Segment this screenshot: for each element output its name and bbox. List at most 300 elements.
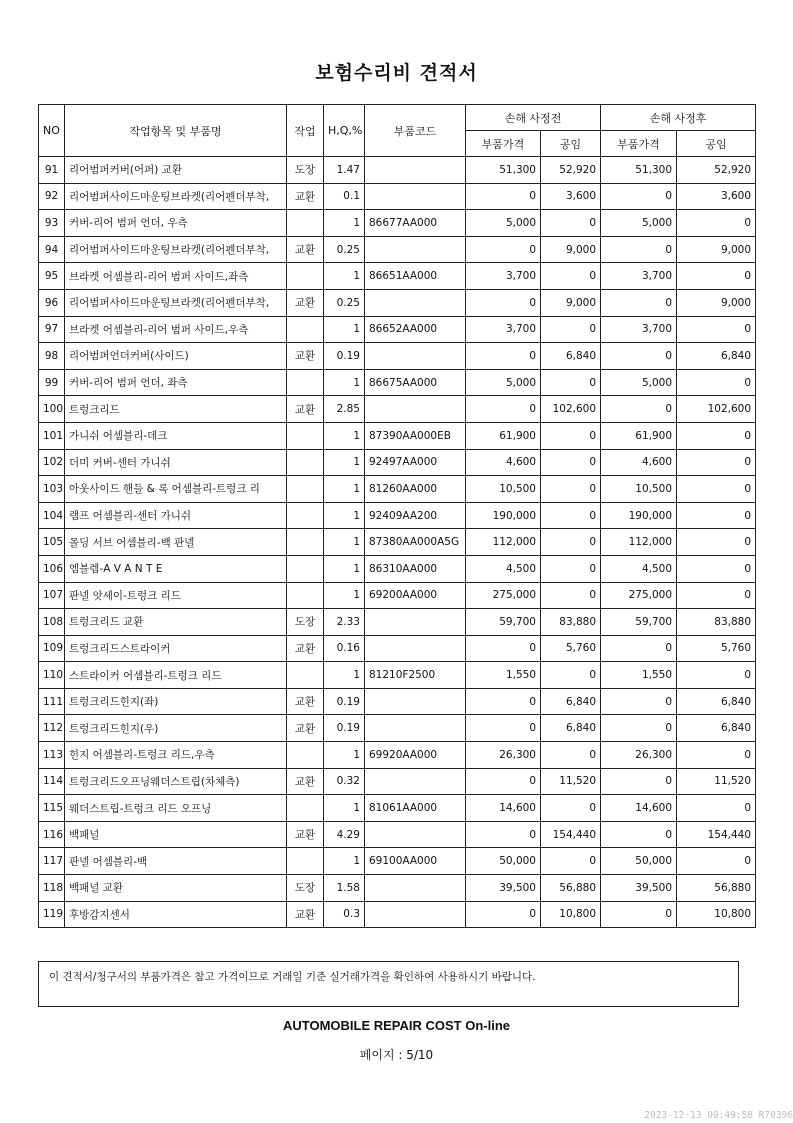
cell-before-part-price: 0 xyxy=(466,715,541,742)
timestamp-stamp: 2023-12-13 09:49:58 R70396 xyxy=(644,1110,793,1121)
table-row xyxy=(39,742,756,769)
cell-part-code xyxy=(365,875,466,902)
cell-item-name: 리어범퍼사이드마운팅브라켓(리어펜더부착, xyxy=(65,236,287,263)
cell-hq: 1 xyxy=(324,529,365,556)
cell-before-labor: 0 xyxy=(541,529,601,556)
table-row xyxy=(39,369,756,396)
estimate-table xyxy=(38,104,756,928)
cell-no: 91 xyxy=(39,157,65,184)
table-row xyxy=(39,821,756,848)
cell-no: 104 xyxy=(39,502,65,529)
cell-work xyxy=(287,848,324,875)
cell-hq: 0.25 xyxy=(324,289,365,316)
table-row xyxy=(39,529,756,556)
cell-after-labor: 0 xyxy=(677,529,756,556)
cell-after-labor: 3,600 xyxy=(677,183,756,210)
cell-no: 96 xyxy=(39,289,65,316)
document-title: 보험수리비 견적서 xyxy=(315,62,478,84)
cell-after-part-price: 4,500 xyxy=(601,555,677,582)
cell-before-part-price: 0 xyxy=(466,901,541,928)
cell-after-labor: 9,000 xyxy=(677,289,756,316)
cell-item-name: 백패널 xyxy=(65,821,287,848)
cell-item-name: 트렁크리드힌지(좌) xyxy=(65,688,287,715)
cell-before-labor: 0 xyxy=(541,316,601,343)
cell-part-code xyxy=(365,157,466,184)
cell-after-part-price: 112,000 xyxy=(601,529,677,556)
cell-after-part-price: 0 xyxy=(601,183,677,210)
table-row xyxy=(39,210,756,237)
cell-work xyxy=(287,529,324,556)
cell-item-name: 트렁크리드오프닝웨더스트립(차체측) xyxy=(65,768,287,795)
cell-before-part-price: 50,000 xyxy=(466,848,541,875)
footer-title: AUTOMOBILE REPAIR COST On-line xyxy=(282,1018,511,1033)
cell-work xyxy=(287,795,324,822)
cell-after-part-price: 0 xyxy=(601,821,677,848)
header-after-labor: 공임 xyxy=(677,131,756,157)
table-row xyxy=(39,688,756,715)
cell-after-labor: 0 xyxy=(677,263,756,290)
cell-part-code xyxy=(365,821,466,848)
cell-before-labor: 3,600 xyxy=(541,183,601,210)
cell-no: 119 xyxy=(39,901,65,928)
table-row xyxy=(39,422,756,449)
cell-no: 110 xyxy=(39,662,65,689)
cell-before-part-price: 5,000 xyxy=(466,369,541,396)
cell-work xyxy=(287,502,324,529)
cell-after-part-price: 5,000 xyxy=(601,369,677,396)
cell-no: 111 xyxy=(39,688,65,715)
cell-before-part-price: 1,550 xyxy=(466,662,541,689)
cell-part-code xyxy=(365,688,466,715)
cell-no: 92 xyxy=(39,183,65,210)
cell-work: 교환 xyxy=(287,183,324,210)
header-code: 부품코드 xyxy=(365,105,466,157)
cell-after-part-price: 0 xyxy=(601,688,677,715)
cell-after-labor: 10,800 xyxy=(677,901,756,928)
cell-before-part-price: 275,000 xyxy=(466,582,541,609)
cell-hq: 0.3 xyxy=(324,901,365,928)
cell-work: 교환 xyxy=(287,821,324,848)
cell-after-part-price: 26,300 xyxy=(601,742,677,769)
table-row xyxy=(39,635,756,662)
cell-item-name: 트렁크리드 교환 xyxy=(65,609,287,636)
cell-part-code: 86675AA000 xyxy=(365,369,466,396)
header-after: 손해 사정후 xyxy=(601,105,756,131)
cell-after-labor: 154,440 xyxy=(677,821,756,848)
cell-before-part-price: 0 xyxy=(466,183,541,210)
cell-hq: 0.19 xyxy=(324,715,365,742)
cell-before-labor: 6,840 xyxy=(541,343,601,370)
cell-part-code: 81061AA000 xyxy=(365,795,466,822)
cell-after-labor: 52,920 xyxy=(677,157,756,184)
table-row xyxy=(39,502,756,529)
cell-work: 교환 xyxy=(287,715,324,742)
table-row xyxy=(39,263,756,290)
cell-part-code xyxy=(365,635,466,662)
table-row xyxy=(39,183,756,210)
header-item: 작업항목 및 부품명 xyxy=(65,105,287,157)
cell-part-code: 86310AA000 xyxy=(365,555,466,582)
cell-before-part-price: 112,000 xyxy=(466,529,541,556)
cell-no: 116 xyxy=(39,821,65,848)
cell-item-name: 백패널 교환 xyxy=(65,875,287,902)
cell-no: 115 xyxy=(39,795,65,822)
header-no: NO xyxy=(39,105,65,157)
cell-after-labor: 0 xyxy=(677,555,756,582)
cell-after-part-price: 59,700 xyxy=(601,609,677,636)
cell-work xyxy=(287,369,324,396)
cell-before-part-price: 39,500 xyxy=(466,875,541,902)
cell-hq: 1 xyxy=(324,263,365,290)
cell-hq: 0.19 xyxy=(324,688,365,715)
header-before-part-price: 부품가격 xyxy=(466,131,541,157)
cell-part-code: 92409AA200 xyxy=(365,502,466,529)
cell-after-part-price: 3,700 xyxy=(601,263,677,290)
cell-no: 101 xyxy=(39,422,65,449)
table-row xyxy=(39,768,756,795)
cell-after-part-price: 50,000 xyxy=(601,848,677,875)
cell-no: 108 xyxy=(39,609,65,636)
cell-item-name: 리어범퍼사이드마운팅브라켓(리어펜더부착, xyxy=(65,183,287,210)
cell-before-labor: 0 xyxy=(541,263,601,290)
table-row xyxy=(39,582,756,609)
cell-part-code: 69200AA000 xyxy=(365,582,466,609)
cell-before-labor: 5,760 xyxy=(541,635,601,662)
cell-after-part-price: 0 xyxy=(601,343,677,370)
cell-hq: 0.1 xyxy=(324,183,365,210)
cell-after-part-price: 0 xyxy=(601,236,677,263)
cell-before-part-price: 4,600 xyxy=(466,449,541,476)
cell-item-name: 후방감지센서 xyxy=(65,901,287,928)
cell-item-name: 램프 어셈블리-센터 가니쉬 xyxy=(65,502,287,529)
cell-after-part-price: 0 xyxy=(601,289,677,316)
cell-hq: 0.32 xyxy=(324,768,365,795)
cell-part-code: 69920AA000 xyxy=(365,742,466,769)
cell-part-code xyxy=(365,343,466,370)
cell-item-name: 리어범퍼사이드마운팅브라켓(리어펜더부착, xyxy=(65,289,287,316)
cell-work: 도장 xyxy=(287,875,324,902)
cell-item-name: 커버-리어 범퍼 언더, 우측 xyxy=(65,210,287,237)
cell-part-code: 87390AA000EB xyxy=(365,422,466,449)
cell-item-name: 아웃사이드 핸들 & 록 어셈블리-트렁크 리 xyxy=(65,476,287,503)
cell-work: 교환 xyxy=(287,688,324,715)
cell-part-code: 92497AA000 xyxy=(365,449,466,476)
header-before-labor: 공임 xyxy=(541,131,601,157)
cell-part-code xyxy=(365,236,466,263)
cell-after-part-price: 3,700 xyxy=(601,316,677,343)
cell-work xyxy=(287,742,324,769)
cell-before-labor: 0 xyxy=(541,422,601,449)
cell-before-part-price: 14,600 xyxy=(466,795,541,822)
table-row xyxy=(39,343,756,370)
cell-work xyxy=(287,662,324,689)
cell-hq: 1 xyxy=(324,316,365,343)
cell-item-name: 리어범퍼커버(어퍼) 교환 xyxy=(65,157,287,184)
header-work: 작업 xyxy=(287,105,324,157)
cell-part-code: 69100AA000 xyxy=(365,848,466,875)
cell-work: 교환 xyxy=(287,289,324,316)
header-hq: H,Q,% xyxy=(324,105,365,157)
cell-after-labor: 6,840 xyxy=(677,343,756,370)
cell-hq: 2.33 xyxy=(324,609,365,636)
cell-after-labor: 102,600 xyxy=(677,396,756,423)
cell-before-part-price: 3,700 xyxy=(466,316,541,343)
cell-before-labor: 10,800 xyxy=(541,901,601,928)
table-row xyxy=(39,476,756,503)
cell-before-labor: 102,600 xyxy=(541,396,601,423)
cell-after-labor: 0 xyxy=(677,662,756,689)
cell-hq: 4.29 xyxy=(324,821,365,848)
cell-after-labor: 0 xyxy=(677,742,756,769)
cell-no: 118 xyxy=(39,875,65,902)
cell-after-part-price: 0 xyxy=(601,635,677,662)
cell-after-labor: 83,880 xyxy=(677,609,756,636)
cell-work: 교환 xyxy=(287,768,324,795)
cell-before-part-price: 0 xyxy=(466,635,541,662)
cell-work xyxy=(287,263,324,290)
cell-item-name: 리어범퍼언더커버(사이드) xyxy=(65,343,287,370)
cell-work: 교환 xyxy=(287,396,324,423)
cell-after-labor: 0 xyxy=(677,210,756,237)
cell-hq: 1 xyxy=(324,210,365,237)
cell-no: 113 xyxy=(39,742,65,769)
cell-item-name: 브라켓 어셈블리-리어 범퍼 사이드,좌측 xyxy=(65,263,287,290)
cell-item-name: 몰딩 서브 어셈블리-백 판넬 xyxy=(65,529,287,556)
cell-part-code xyxy=(365,768,466,795)
cell-work: 교환 xyxy=(287,343,324,370)
cell-item-name: 트렁크리드힌지(우) xyxy=(65,715,287,742)
cell-before-labor: 0 xyxy=(541,555,601,582)
cell-hq: 0.25 xyxy=(324,236,365,263)
cell-after-labor: 11,520 xyxy=(677,768,756,795)
cell-before-part-price: 0 xyxy=(466,821,541,848)
cell-after-labor: 0 xyxy=(677,582,756,609)
cell-before-part-price: 5,000 xyxy=(466,210,541,237)
cell-after-labor: 56,880 xyxy=(677,875,756,902)
cell-work: 도장 xyxy=(287,157,324,184)
cell-no: 109 xyxy=(39,635,65,662)
cell-after-labor: 9,000 xyxy=(677,236,756,263)
cell-work xyxy=(287,210,324,237)
cell-item-name: 트렁크리드스트라이커 xyxy=(65,635,287,662)
cell-after-labor: 0 xyxy=(677,795,756,822)
table-header xyxy=(39,105,756,157)
cell-after-labor: 0 xyxy=(677,476,756,503)
header-before: 손해 사정전 xyxy=(466,105,601,131)
cell-before-part-price: 0 xyxy=(466,396,541,423)
cell-before-labor: 11,520 xyxy=(541,768,601,795)
cell-part-code: 81210F2500 xyxy=(365,662,466,689)
cell-hq: 1 xyxy=(324,742,365,769)
cell-before-labor: 0 xyxy=(541,369,601,396)
cell-part-code: 87380AA000A5G xyxy=(365,529,466,556)
cell-after-labor: 0 xyxy=(677,316,756,343)
cell-before-labor: 6,840 xyxy=(541,715,601,742)
cell-after-part-price: 4,600 xyxy=(601,449,677,476)
cell-after-labor: 0 xyxy=(677,449,756,476)
cell-no: 94 xyxy=(39,236,65,263)
cell-before-labor: 9,000 xyxy=(541,289,601,316)
cell-part-code xyxy=(365,289,466,316)
cell-no: 97 xyxy=(39,316,65,343)
cell-no: 99 xyxy=(39,369,65,396)
cell-hq: 0.16 xyxy=(324,635,365,662)
cell-work xyxy=(287,582,324,609)
cell-part-code xyxy=(365,609,466,636)
cell-before-labor: 154,440 xyxy=(541,821,601,848)
cell-after-labor: 0 xyxy=(677,422,756,449)
cell-no: 112 xyxy=(39,715,65,742)
cell-work: 교환 xyxy=(287,635,324,662)
cell-before-labor: 0 xyxy=(541,502,601,529)
notice-box xyxy=(38,961,739,1007)
cell-item-name: 더미 커버-센터 가니쉬 xyxy=(65,449,287,476)
cell-hq: 1 xyxy=(324,662,365,689)
cell-hq: 1.58 xyxy=(324,875,365,902)
table-row xyxy=(39,715,756,742)
cell-no: 98 xyxy=(39,343,65,370)
table-row xyxy=(39,848,756,875)
cell-no: 105 xyxy=(39,529,65,556)
cell-part-code: 86677AA000 xyxy=(365,210,466,237)
cell-after-part-price: 51,300 xyxy=(601,157,677,184)
cell-after-part-price: 0 xyxy=(601,396,677,423)
cell-work xyxy=(287,555,324,582)
cell-item-name: 브라켓 어셈블리-리어 범퍼 사이드,우측 xyxy=(65,316,287,343)
cell-after-part-price: 5,000 xyxy=(601,210,677,237)
table-row xyxy=(39,662,756,689)
cell-after-labor: 5,760 xyxy=(677,635,756,662)
cell-before-part-price: 61,900 xyxy=(466,422,541,449)
table-row xyxy=(39,555,756,582)
cell-before-labor: 0 xyxy=(541,210,601,237)
cell-before-labor: 0 xyxy=(541,582,601,609)
cell-item-name: 트렁크리드 xyxy=(65,396,287,423)
cell-work xyxy=(287,422,324,449)
cell-work xyxy=(287,316,324,343)
cell-part-code: 86651AA000 xyxy=(365,263,466,290)
cell-before-part-price: 3,700 xyxy=(466,263,541,290)
cell-item-name: 판넬 어셈블리-백 xyxy=(65,848,287,875)
cell-hq: 1 xyxy=(324,502,365,529)
table-body xyxy=(39,157,756,928)
page-number: 페이지 : 5/10 xyxy=(359,1048,434,1062)
cell-after-part-price: 190,000 xyxy=(601,502,677,529)
cell-before-labor: 0 xyxy=(541,476,601,503)
cell-after-part-price: 61,900 xyxy=(601,422,677,449)
cell-before-part-price: 59,700 xyxy=(466,609,541,636)
cell-before-part-price: 0 xyxy=(466,768,541,795)
cell-after-labor: 6,840 xyxy=(677,688,756,715)
cell-before-labor: 9,000 xyxy=(541,236,601,263)
cell-part-code: 86652AA000 xyxy=(365,316,466,343)
cell-after-part-price: 0 xyxy=(601,715,677,742)
cell-hq: 1 xyxy=(324,422,365,449)
cell-no: 100 xyxy=(39,396,65,423)
cell-before-labor: 0 xyxy=(541,848,601,875)
cell-hq: 1 xyxy=(324,582,365,609)
cell-after-part-price: 14,600 xyxy=(601,795,677,822)
cell-after-part-price: 1,550 xyxy=(601,662,677,689)
cell-before-part-price: 190,000 xyxy=(466,502,541,529)
table-row xyxy=(39,236,756,263)
cell-before-part-price: 0 xyxy=(466,688,541,715)
cell-item-name: 가니쉬 어셈블리-데크 xyxy=(65,422,287,449)
cell-work: 교환 xyxy=(287,901,324,928)
table-row xyxy=(39,609,756,636)
cell-before-part-price: 0 xyxy=(466,236,541,263)
cell-part-code xyxy=(365,715,466,742)
header-after-part-price: 부품가격 xyxy=(601,131,677,157)
cell-no: 102 xyxy=(39,449,65,476)
cell-before-part-price: 10,500 xyxy=(466,476,541,503)
cell-hq: 1.47 xyxy=(324,157,365,184)
table-row xyxy=(39,289,756,316)
cell-before-part-price: 0 xyxy=(466,343,541,370)
cell-after-part-price: 275,000 xyxy=(601,582,677,609)
cell-no: 93 xyxy=(39,210,65,237)
cell-before-part-price: 4,500 xyxy=(466,555,541,582)
cell-before-labor: 0 xyxy=(541,662,601,689)
cell-before-labor: 0 xyxy=(541,742,601,769)
table-row xyxy=(39,157,756,184)
cell-after-labor: 6,840 xyxy=(677,715,756,742)
cell-hq: 1 xyxy=(324,369,365,396)
cell-no: 106 xyxy=(39,555,65,582)
cell-after-part-price: 0 xyxy=(601,768,677,795)
cell-hq: 2.85 xyxy=(324,396,365,423)
table-row xyxy=(39,396,756,423)
cell-item-name: 스트라이커 어셈블리-트렁크 리드 xyxy=(65,662,287,689)
cell-before-part-price: 51,300 xyxy=(466,157,541,184)
cell-no: 114 xyxy=(39,768,65,795)
cell-item-name: 힌지 어셈블리-트렁크 리드,우측 xyxy=(65,742,287,769)
cell-no: 107 xyxy=(39,582,65,609)
cell-no: 95 xyxy=(39,263,65,290)
table-row xyxy=(39,449,756,476)
cell-hq: 1 xyxy=(324,848,365,875)
cell-hq: 1 xyxy=(324,449,365,476)
cell-part-code xyxy=(365,183,466,210)
cell-item-name: 웨더스트립-트렁크 리드 오프닝 xyxy=(65,795,287,822)
cell-after-part-price: 0 xyxy=(601,901,677,928)
cell-work xyxy=(287,449,324,476)
cell-no: 103 xyxy=(39,476,65,503)
cell-part-code xyxy=(365,901,466,928)
cell-after-part-price: 39,500 xyxy=(601,875,677,902)
cell-after-labor: 0 xyxy=(677,848,756,875)
cell-before-labor: 0 xyxy=(541,795,601,822)
table-row xyxy=(39,316,756,343)
notice-text: 이 견적서/청구서의 부품가격은 참고 가격이므로 거래일 기준 실거래가격을 확인하여 사용하시기 바랍니다. xyxy=(49,971,536,983)
cell-hq: 1 xyxy=(324,795,365,822)
cell-before-labor: 6,840 xyxy=(541,688,601,715)
cell-before-labor: 56,880 xyxy=(541,875,601,902)
cell-work: 교환 xyxy=(287,236,324,263)
cell-no: 117 xyxy=(39,848,65,875)
cell-before-labor: 83,880 xyxy=(541,609,601,636)
cell-work xyxy=(287,476,324,503)
cell-hq: 1 xyxy=(324,476,365,503)
cell-after-labor: 0 xyxy=(677,502,756,529)
table-row xyxy=(39,795,756,822)
cell-after-labor: 0 xyxy=(677,369,756,396)
table-row xyxy=(39,901,756,928)
cell-before-part-price: 0 xyxy=(466,289,541,316)
cell-part-code xyxy=(365,396,466,423)
cell-item-name: 판넬 앗세이-트렁크 리드 xyxy=(65,582,287,609)
cell-before-labor: 52,920 xyxy=(541,157,601,184)
